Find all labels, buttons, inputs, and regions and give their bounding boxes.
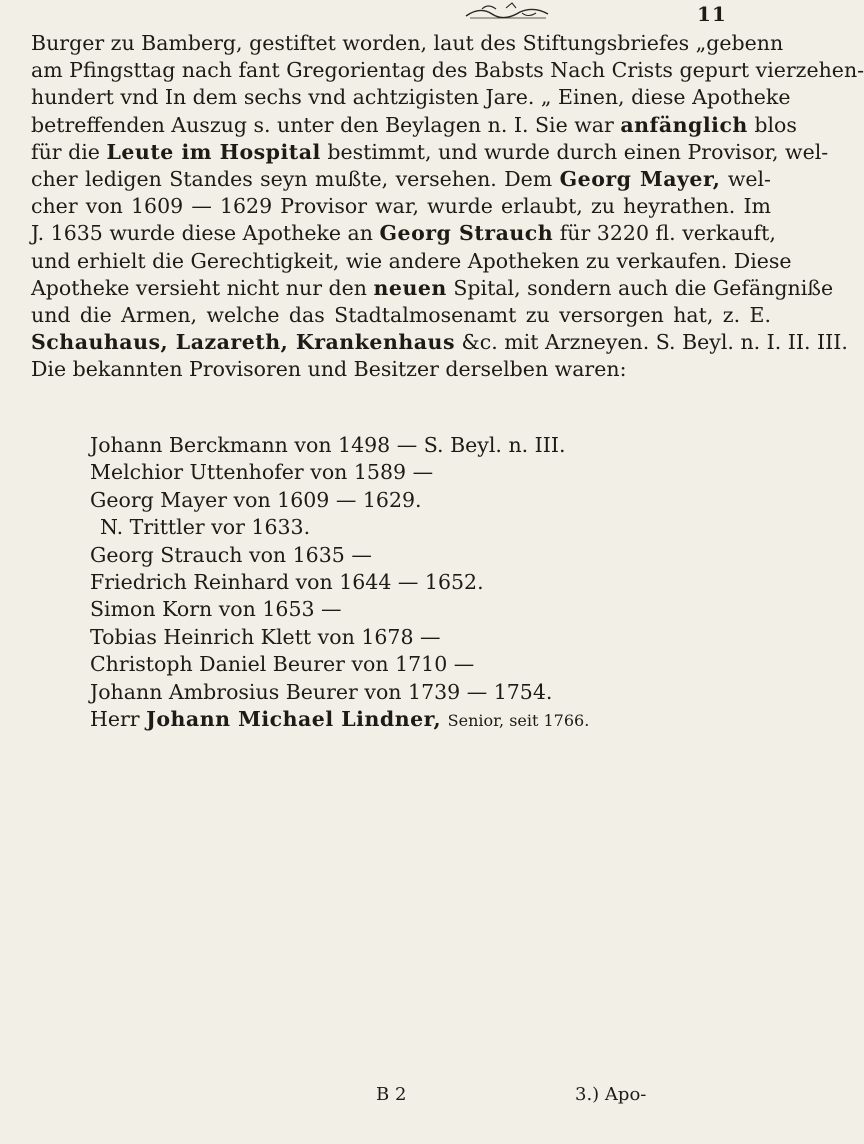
text-line: am Pfingsttag nach fant Gregorientag des Babsts Nach Crists gepurt vierzehen-: [31, 58, 864, 83]
emphasis-georg-mayer: Georg Mayer,: [559, 167, 721, 192]
list-item: Melchior Uttenhofer von 1589 —: [90, 460, 434, 485]
list-item: N. Trittler vor 1633.: [100, 515, 311, 540]
list-item: Herr Johann Michael Lindner, Senior, seit 1766.: [90, 707, 590, 732]
main-paragraph: [31, 30, 864, 384]
text-line: Burger zu Bamberg, gestiftet worden, laut des Stiftungsbriefes „gebenn: [31, 31, 784, 55]
emphasis-anfanglich: anfänglich: [620, 112, 748, 137]
list-item: Friedrich Reinhard von 1644 — 1652.: [90, 570, 484, 595]
list-item: Johann Berckmann von 1498 — S. Beyl. n. III.: [90, 433, 566, 457]
list-item: Tobias Heinrich Klett von 1678 —: [90, 624, 441, 649]
text-line: J. 1635 wurde diese Apotheke an Georg Strauch für 3220 fl. verkauft,: [31, 221, 776, 246]
text-line: für die Leute im Hospital bestimmt, und wurde durch einen Provisor, wel-: [31, 139, 829, 164]
emphasis-hospital: Leute im Hospital: [106, 139, 321, 164]
list-item: Georg Mayer von 1609 — 1629.: [90, 487, 422, 512]
text-line: und erhielt die Gerechtigkeit, wie andere Apotheken zu verkaufen. Diese: [31, 248, 792, 273]
sheet-signature: B 2: [376, 1084, 407, 1105]
text-line: cher von 1609 — 1629 Provisor war, wurde erlaubt, zu heyrathen. Im: [31, 194, 771, 219]
page-number: 11: [697, 2, 727, 26]
text-line: betreffenden Auszug s. unter den Beylagen n. I. Sie war anfänglich blos: [31, 112, 797, 137]
text-line: Die bekannten Provisoren und Besitzer derselben waren:: [31, 357, 627, 382]
emphasis-schauhaus: Schauhaus, Lazareth, Krankenhaus: [31, 330, 455, 355]
emphasis-georg-strauch: Georg Strauch: [379, 221, 554, 246]
list-item: Christoph Daniel Beurer von 1710 —: [90, 652, 475, 677]
list-item: Johann Ambrosius Beurer von 1739 — 1754.: [90, 679, 553, 704]
emphasis-neuen: neuen: [373, 275, 447, 300]
text-line: Apotheke versieht nicht nur den neuen Spital, sondern auch die Gefängniße: [31, 275, 834, 300]
catchword: 3.) Apo-: [575, 1084, 647, 1105]
text-line: Schauhaus, Lazareth, Krankenhaus &c. mit Arzneyen. S. Beyl. n. I. II. III.: [31, 330, 848, 355]
text-line: cher ledigen Standes seyn mußte, versehen. Dem Georg Mayer, wel-: [31, 167, 771, 192]
emphasis-lindner: Johann Michael Lindner,: [146, 707, 442, 732]
text-line: und die Armen, welche das Stadtalmosenamt zu versorgen hat, z. E.: [31, 303, 771, 328]
list-item: Simon Korn von 1653 —: [90, 597, 342, 622]
provisor-list: [90, 432, 770, 734]
flourish-ornament-icon: [462, 0, 552, 22]
list-item: Georg Strauch von 1635 —: [90, 542, 372, 567]
text-line: hundert vnd In dem sechs vnd achtzigisten Jare. „ Einen, diese Apotheke: [31, 85, 791, 110]
